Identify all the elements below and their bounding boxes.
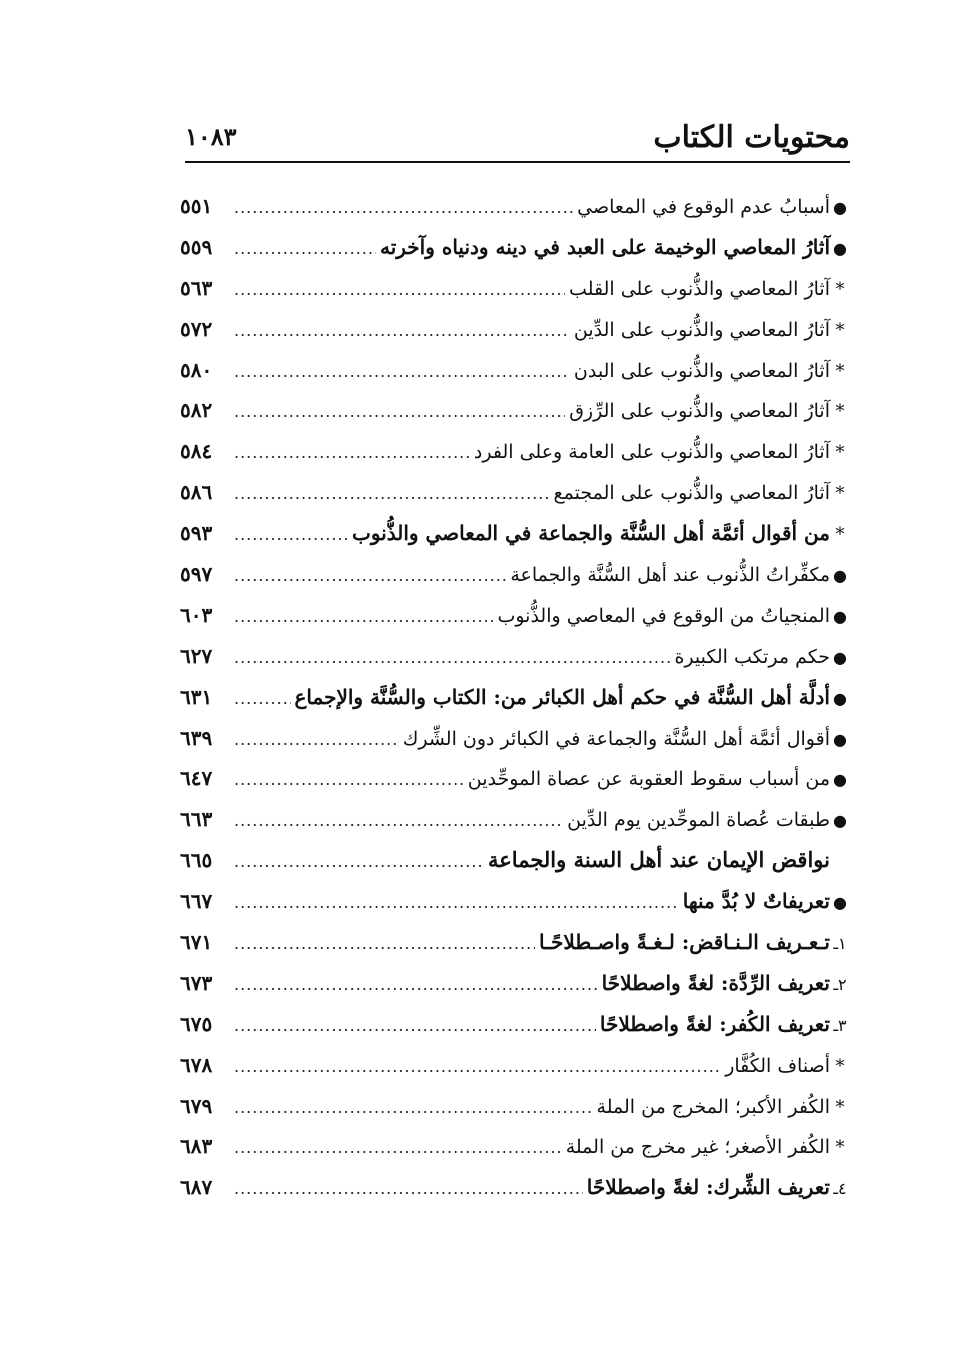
entry-marker: * (835, 360, 845, 382)
dot-leader (234, 311, 570, 352)
entry-marker: ● (833, 238, 847, 258)
dot-leader (234, 270, 565, 311)
toc-entry (180, 799, 850, 840)
toc-entry (180, 636, 850, 677)
entry-page-number: ٦٣٩ (180, 725, 213, 750)
toc-entry (180, 554, 850, 595)
entry-page-number: ٦٧٥ (180, 1011, 213, 1036)
entry-page-number: ٦٦٣ (180, 807, 213, 832)
toc-entry (180, 840, 850, 881)
entry-title: آثارُ المعاصي والذُّنوب على الرِّزق (569, 400, 830, 423)
entry-page-number: ٥٧٢ (180, 316, 213, 341)
entry-marker: * (835, 278, 845, 300)
entry-marker: * (835, 483, 845, 505)
entry-marker: ● (833, 729, 847, 749)
toc-entry (180, 1126, 850, 1167)
entry-title: الكُفر الأصغر؛ غير مخرج من الملة (565, 1136, 830, 1159)
entry-marker: ٤ـ (833, 1179, 847, 1199)
toc-entry (180, 595, 850, 636)
entry-page-number: ٥٦٣ (180, 275, 213, 300)
entry-marker: ٢ـ (833, 974, 847, 994)
entry-page-number: ٥٥٩ (180, 234, 213, 259)
dot-leader (234, 679, 291, 720)
entry-page-number: ٦٧٨ (180, 1052, 213, 1077)
dot-leader (234, 801, 563, 842)
dot-leader (234, 883, 679, 924)
entry-page-number: ٦٣١ (180, 684, 213, 709)
entry-marker: ● (833, 606, 847, 626)
page-header (185, 118, 850, 158)
entry-page-number: ٥٨٤ (180, 439, 213, 464)
entry-marker: ● (833, 770, 847, 790)
running-title: محتويات الكتاب (653, 120, 850, 155)
toc-entry (180, 718, 850, 759)
toc-entry (180, 1167, 850, 1208)
toc-entry (180, 513, 850, 554)
entry-title: أقوال أئمَّة أهل السُّنَّة والجماعة في الكبائر دون الشِّرك (402, 727, 830, 750)
entry-marker: * (835, 1055, 845, 1077)
dot-leader (234, 515, 348, 556)
dot-leader (234, 433, 470, 474)
dot-leader (234, 597, 493, 638)
dot-leader (234, 188, 573, 229)
toc-entry (180, 390, 850, 431)
table-of-contents (180, 186, 850, 1208)
dot-leader (234, 924, 535, 965)
entry-title: تعريف الشِّرك: لغةً واصطلاحًا (586, 1175, 830, 1200)
entry-title: آثارُ المعاصي والذُّنوب على القلب (569, 277, 830, 300)
toc-entry (180, 963, 850, 1004)
header-rule (185, 161, 850, 163)
entry-marker: ● (833, 566, 847, 586)
dot-leader (234, 760, 464, 801)
entry-page-number: ٦٦٥ (180, 848, 213, 873)
dot-leader (234, 965, 598, 1006)
entry-title: الكُفر الأكبر؛ المخرج من الملة (596, 1095, 830, 1118)
entry-page-number: ٦٦٧ (180, 889, 213, 914)
entry-page-number: ٥٨٢ (180, 398, 213, 423)
dot-leader (234, 556, 506, 597)
entry-title: من أقوال أئمَّة أهل السُّنَّة والجماعة في المعاصي والذُّنوب (352, 521, 830, 546)
toc-entry (180, 268, 850, 309)
entry-title: حكم مرتكب الكبيرة (674, 645, 830, 668)
entry-page-number: ٦٨٣ (180, 1134, 213, 1159)
entry-title: أصناف الكُفَّار (725, 1054, 830, 1077)
entry-page-number: ٥٩٧ (180, 562, 213, 587)
entry-title: آثارُ المعاصي والذُّنوب على العامة وعلى الفرد (473, 441, 830, 464)
toc-entry (180, 472, 850, 513)
toc-entry (180, 186, 850, 227)
entry-title: نواقض الإيمان عند أهل السنة والجماعة (488, 847, 830, 873)
entry-title: تعريف الكُفر: لغةً واصطلاحًا (599, 1011, 830, 1036)
toc-entry (180, 431, 850, 472)
toc-entry (180, 922, 850, 963)
entry-page-number: ٥٥١ (180, 194, 213, 218)
entry-page-number: ٦٧٩ (180, 1093, 213, 1118)
entry-marker: ● (833, 647, 847, 667)
entry-title: تـعـريف الـنـاقض: لـغـةً واصـطلاحًـا (539, 930, 830, 955)
entry-marker: ١ـ (833, 934, 847, 954)
entry-marker: * (835, 1096, 845, 1118)
entry-title: طبقات عُصاة الموحِّدين يوم الدِّين (567, 809, 830, 832)
entry-marker: ● (833, 198, 847, 217)
dot-leader (234, 352, 570, 393)
entry-marker: * (835, 1137, 845, 1159)
entry-page-number: ٥٩٣ (180, 521, 213, 546)
toc-entry (180, 1086, 850, 1127)
entry-marker: * (835, 319, 845, 341)
dot-leader (234, 1128, 562, 1169)
dot-leader (234, 842, 484, 883)
dot-leader (234, 720, 399, 761)
entry-title: مكفِّراتُ الذُّنوب عند أهل السُّنَّة والجماعة (510, 564, 830, 587)
entry-title: أدلَّة أهل السُّنَّة في حكم أهل الكبائر من: الكتاب والسُّنَّة والإجماع (294, 684, 830, 709)
toc-entry (180, 1045, 850, 1086)
entry-title: تعريفاتٌ لا بُدَّ منها (682, 889, 830, 914)
dot-leader (234, 392, 565, 433)
entry-page-number: ٥٨٠ (180, 357, 213, 382)
entry-title: أسبابُ عدم الوقوع في المعاصي (577, 196, 830, 218)
entry-page-number: ٦٧١ (180, 930, 213, 955)
dot-leader (234, 1006, 596, 1047)
entry-marker: ● (833, 811, 847, 831)
entry-marker: * (835, 401, 845, 423)
toc-entry (180, 350, 850, 391)
entry-marker: * (835, 442, 845, 464)
entry-page-number: ٦٤٧ (180, 766, 213, 791)
dot-leader (234, 1088, 593, 1129)
toc-entry (180, 677, 850, 718)
entry-marker: * (835, 524, 845, 546)
entry-page-number: ٥٨٦ (180, 480, 213, 505)
dot-leader (234, 1047, 721, 1088)
toc-entry (180, 881, 850, 922)
page-number: ١٠٨٣ (185, 122, 237, 151)
entry-title: آثارُ المعاصي والذُّنوب على الدِّين (573, 318, 830, 341)
entry-title: آثارُ المعاصي الوخيمة على العبد في دينه ودنياه وآخرته (379, 234, 830, 259)
entry-title: تعريف الرِّدَّة: لغةً واصطلاحًا (601, 970, 830, 995)
dot-leader (234, 474, 550, 515)
entry-page-number: ٦٢٧ (180, 643, 213, 668)
toc-entry (180, 309, 850, 350)
entry-page-number: ٦٧٣ (180, 970, 213, 995)
dot-leader (234, 1169, 583, 1210)
entry-title: المنجياتُ من الوقوع في المعاصي والذُّنوب (497, 604, 830, 627)
dot-leader (234, 638, 670, 679)
entry-title: آثارُ المعاصي والذُّنوب على البدن (573, 359, 830, 382)
entry-marker: ● (833, 893, 847, 913)
dot-leader (234, 229, 376, 270)
entry-title: من أسباب سقوط العقوبة عن عصاة الموحِّدين (467, 768, 830, 791)
entry-page-number: ٦٠٣ (180, 602, 213, 627)
entry-title: آثارُ المعاصي والذُّنوب على المجتمع (553, 482, 830, 505)
entry-marker: ٣ـ (833, 1015, 847, 1035)
entry-page-number: ٦٨٧ (180, 1175, 213, 1200)
toc-entry (180, 227, 850, 268)
toc-entry (180, 758, 850, 799)
toc-entry (180, 1004, 850, 1045)
entry-marker: ● (833, 688, 847, 708)
